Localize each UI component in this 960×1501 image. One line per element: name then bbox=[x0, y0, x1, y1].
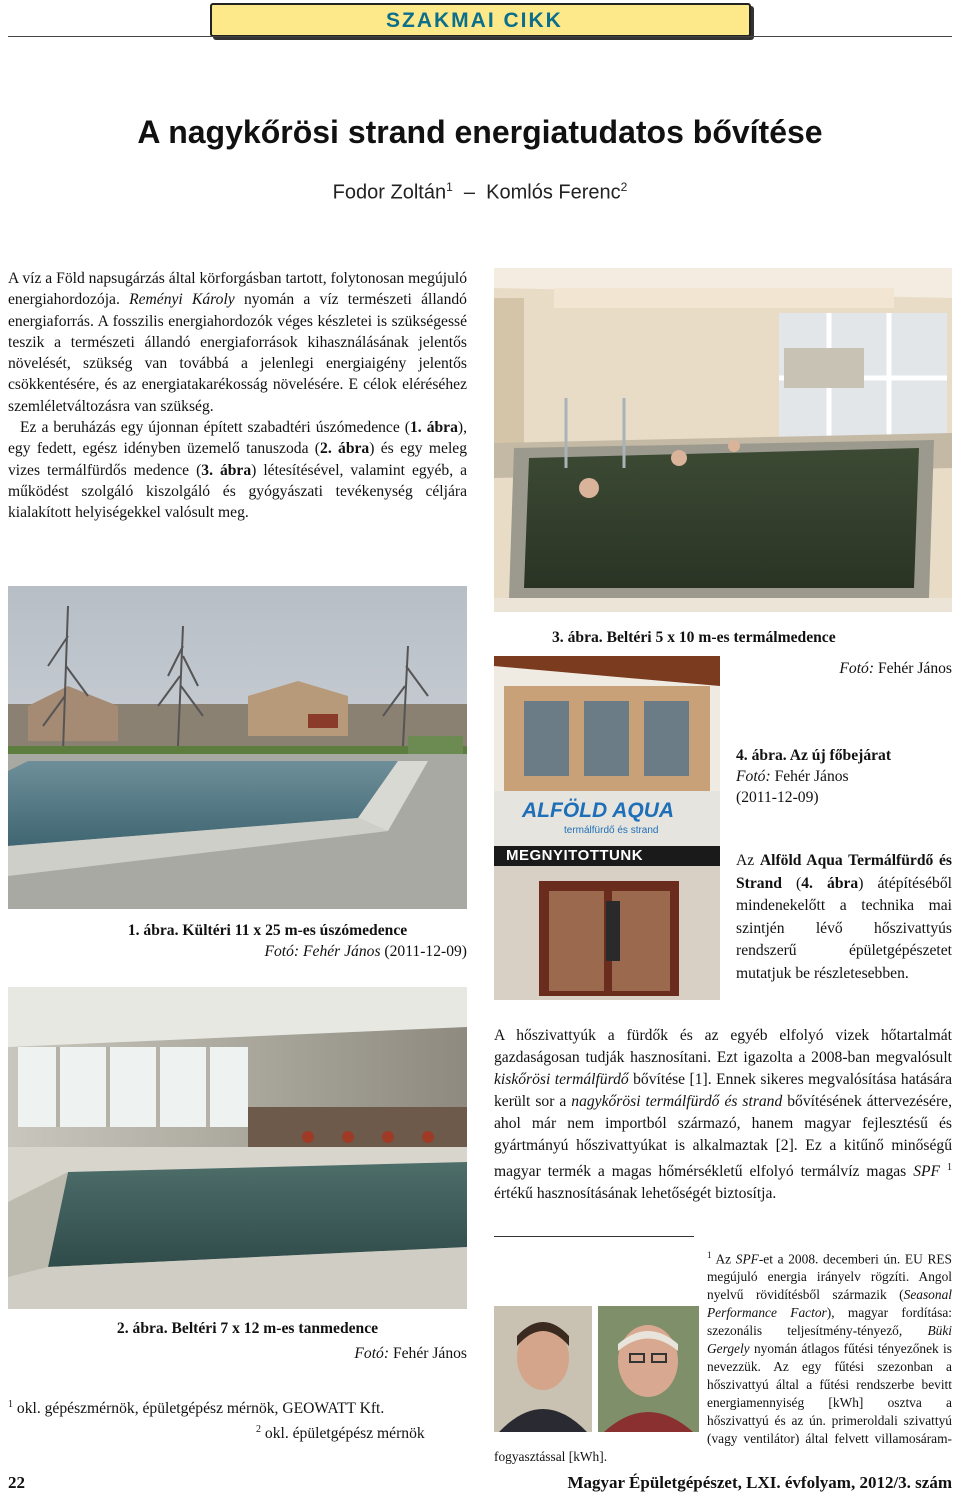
author-2: Komlós Ferenc bbox=[486, 181, 621, 204]
footnote-a: Az bbox=[715, 1251, 736, 1267]
intro-paragraph-2 bbox=[8, 417, 467, 523]
section-label-box bbox=[210, 3, 751, 37]
figure-4-caption bbox=[736, 745, 956, 808]
figure-1-photo bbox=[8, 586, 467, 909]
figure-2-title: 2. ábra. Beltéri 7 x 12 m-es tanmedence bbox=[116, 1320, 379, 1337]
header-rule bbox=[8, 36, 952, 37]
intro-p2-c: ) és egy meleg vizes termálfürdős medence ( bbox=[8, 440, 468, 479]
fig-ref-4: 4. ábra bbox=[801, 874, 859, 892]
figure-1-date: (2011-12-09) bbox=[384, 943, 467, 960]
figure-4-title: 4. ábra. Az új főbejárat bbox=[736, 747, 892, 764]
figure-2-credit-label: Fotó: bbox=[354, 1345, 390, 1362]
figure-2-caption bbox=[8, 1318, 467, 1364]
article-title: A nagykőrösi strand energiatudatos bővítése bbox=[137, 114, 823, 150]
figure-1-credit-name: Fehér János bbox=[303, 943, 381, 960]
fig-ref-3: 3. ábra bbox=[201, 461, 252, 479]
affiliation-1-text: okl. gépészmérnök, épületgépész mérnök, GEOWATT Kft. bbox=[16, 1400, 385, 1418]
footnote-mark: 1 bbox=[707, 1250, 712, 1260]
p3-c: bővítésének áttervezésére, ahol már nem importból származó, hanem magyar fejlesztésű és gyártmányú hőszivattyúkat is alkalmaztak [2]. Ez a kitűnő minőségű magyar termék a magas hőmérsékletű elfolyó termálvíz magas bbox=[494, 1093, 952, 1181]
affiliation-2-text: okl. épületgépész mérnök bbox=[264, 1425, 425, 1443]
side-text-a: Az bbox=[736, 852, 755, 869]
author-separator: – bbox=[463, 181, 475, 204]
figure-4-credit-name: Fehér János bbox=[774, 768, 849, 785]
author-1-mark: 1 bbox=[446, 180, 453, 194]
footnote-spf: SPF bbox=[735, 1251, 759, 1267]
figure-2-credit bbox=[8, 1343, 467, 1364]
figure-3-credit-name: Fehér János bbox=[877, 660, 952, 677]
page-number: 22 bbox=[8, 1473, 25, 1492]
fig-ref-1: 1. ábra bbox=[410, 419, 458, 437]
p3-a: A hőszivattyúk a fürdők és az egyéb elfolyó vizek hőtartalmát gazdaságosan tudják hasznosítani. Ezt igazolta a 2008-ban megvalósult bbox=[494, 1027, 952, 1066]
intro-text bbox=[8, 268, 467, 524]
p3-d: értékű hasznosításának lehetőségét biztosítja. bbox=[494, 1185, 777, 1203]
footnote-c: ), magyar fordítása: szezonális teljesítmény-tényező, bbox=[707, 1305, 952, 1339]
figure-4-date: (2011-12-09) bbox=[736, 789, 819, 806]
sign-name: ALFÖLD AQUA bbox=[522, 799, 675, 822]
p3-nagykoros: nagykőrösi termálfürdő és strand bbox=[571, 1093, 783, 1110]
affiliation-1-mark: 1 bbox=[8, 1399, 13, 1410]
paragraph-3 bbox=[494, 1025, 952, 1205]
figure-4-credit bbox=[736, 766, 956, 787]
affiliations bbox=[8, 1394, 467, 1444]
figure-3-credit-label: Fotó: bbox=[839, 660, 875, 677]
footnote-author: Büki Gergely bbox=[707, 1323, 952, 1357]
intro-p1-name: Reményi Károly bbox=[129, 291, 235, 309]
side-text-b: ( bbox=[781, 874, 802, 892]
figure-4-photo bbox=[494, 656, 720, 1000]
footnote-rule bbox=[494, 1236, 694, 1237]
side-text-c: ) átépítéséből mindenekelőtt a technika mai szintjén lévő hőszivattyús rendszerű épületgépészetet mutatjuk be részletesebben. bbox=[736, 874, 952, 982]
section-label: SZAKMAI CIKK bbox=[386, 9, 563, 32]
footnote-b: -et a 2008. decemberi ún. EU RES megújuló energia irányelv rögzíti. Angol nyelvű rövidítésből származik ( bbox=[707, 1251, 953, 1303]
sign-subtitle: termálfürdő és strand bbox=[564, 825, 659, 836]
figure-1-title: 1. ábra. Kültéri 11 x 25 m-es úszómedence bbox=[127, 922, 408, 939]
journal-info: Magyar Épületgépészet, LXI. évfolyam, 2012/3. szám bbox=[567, 1473, 952, 1492]
p3-kiskoros: kiskőrösi termálfürdő bbox=[494, 1071, 629, 1088]
intro-p2-d: ) létesítésével, valamint egyéb, a működést szolgáló kiszolgáló és gyógyászati tevékenység céljára kialakított helyiségekkel valósult meg. bbox=[8, 461, 468, 522]
p3-footnote-mark: 1 bbox=[946, 1162, 952, 1173]
author-1: Fodor Zoltán bbox=[332, 181, 447, 204]
figure-3-title: 3. ábra. Beltéri 5 x 10 m-es termálmedence bbox=[552, 629, 836, 646]
figure-4-credit-label: Fotó: bbox=[736, 768, 771, 785]
figure-1-caption bbox=[8, 920, 467, 962]
portrait-photos bbox=[494, 1306, 699, 1432]
figure-2-credit-name: Fehér János bbox=[392, 1345, 467, 1362]
affiliation-2 bbox=[8, 1419, 467, 1444]
figure-3-photo bbox=[494, 268, 952, 612]
intro-p2-a: Ez a beruházás egy újonnan épített szabadtéri úszómedence ( bbox=[20, 419, 410, 437]
intro-p1-a: A víz a Föld napsugárzás által körforgásban tartott, folytonosan megújuló energiahordozója. bbox=[8, 270, 467, 309]
article-authors bbox=[0, 180, 960, 205]
footnote-d: nyomán átlagos fűtési tényezőnek is nevezzük. Az egy fűtési szezonban a hőszivattyú által a fűtési rendszerbe bevitt energiamennyiség [kWh] osztva a hőszivattyú és az ún. primeroldali szivattyú (vagy ventilátor) által felvett villamosáram-fogyasztással [kWh]. bbox=[494, 1341, 952, 1465]
fig-ref-2: 2. ábra bbox=[320, 440, 370, 458]
banner-text: MEGNYITOTTUNK bbox=[506, 847, 644, 864]
figure-1-credit bbox=[8, 941, 467, 962]
author-2-mark: 2 bbox=[620, 180, 628, 194]
side-text bbox=[736, 850, 952, 985]
p3-b: bővítése [1]. Ennek sikeres megvalósítása hatására került sor a bbox=[494, 1071, 952, 1110]
intro-p1-b: nyomán a víz természeti állandó energiaforrás. A fosszilis energiahordozók véges készletei is szükségessé teszik a természeti állandó energiaforrások kihasználásának jelentős növelését, szükség van továbbá a jelenlegi energiaigény jelentős csökkentésére, és az energiatakarékosság növelésére. E célok eléréséhez szemléletváltozásra van szükség. bbox=[8, 291, 467, 415]
intro-paragraph-1 bbox=[8, 268, 467, 417]
affiliation-2-mark: 2 bbox=[256, 1424, 261, 1436]
p3-spf: SPF bbox=[913, 1163, 941, 1181]
figure-2-photo bbox=[8, 987, 467, 1309]
intro-p2-b: ), egy fedett, egész idényben üzemelő tanuszoda ( bbox=[8, 419, 467, 458]
side-text-name: Alföld Aqua Termálfürdő és Strand bbox=[736, 852, 952, 892]
footnote-english-term: Seasonal Performance Factor bbox=[707, 1287, 952, 1321]
footnote-1 bbox=[494, 1246, 953, 1465]
figure-1-credit-label: Fotó: bbox=[264, 943, 300, 960]
affiliation-1 bbox=[8, 1394, 467, 1419]
